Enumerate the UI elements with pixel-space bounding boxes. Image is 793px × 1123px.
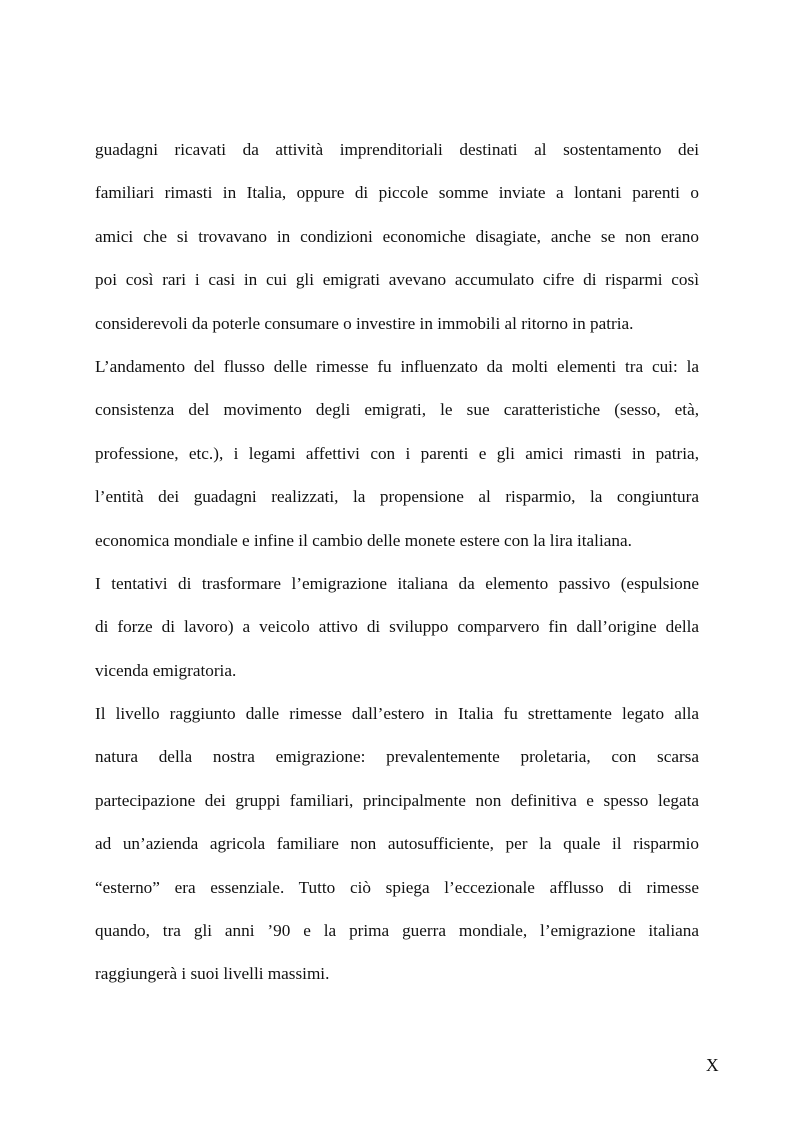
text-line: quando, tra gli anni ’90 e la prima guerra mondiale, l’emigrazione italiana bbox=[95, 921, 699, 941]
text-line: guadagni ricavati da attività imprenditoriali destinati al sostentamento dei bbox=[95, 140, 699, 159]
text-line: L’andamento del flusso delle rimesse fu influenzato da molti elementi tra cui: la bbox=[95, 356, 699, 376]
text-line: partecipazione dei gruppi familiari, principalmente non definitiva e spesso legata bbox=[95, 790, 699, 810]
text-line: natura della nostra emigrazione: prevalentemente proletaria, con scarsa bbox=[95, 747, 699, 767]
text-line: ad un’azienda agricola familiare non autosufficiente, per la quale il risparmio bbox=[95, 834, 699, 854]
page-number: X bbox=[706, 1055, 719, 1075]
body-text bbox=[95, 128, 699, 996]
text-line: “esterno” era essenziale. Tutto ciò spiega l’eccezionale afflusso di rimesse bbox=[95, 877, 699, 897]
text-line: Il livello raggiunto dalle rimesse dall’estero in Italia fu strettamente legato alla bbox=[95, 704, 699, 724]
text-line: consistenza del movimento degli emigrati, le sue caratteristiche (sesso, età, bbox=[95, 400, 699, 420]
text-line: di forze di lavoro) a veicolo attivo di sviluppo comparvero fin dall’origine della bbox=[95, 617, 699, 637]
text-line: economica mondiale e infine il cambio delle monete estere con la lira italiana. bbox=[95, 530, 632, 550]
text-line: professione, etc.), i legami affettivi con i parenti e gli amici rimasti in patria, bbox=[95, 443, 699, 463]
text-line: amici che si trovavano in condizioni economiche disagiate, anche se non erano bbox=[95, 226, 699, 246]
text-line: l’entità dei guadagni realizzati, la propensione al risparmio, la congiuntura bbox=[95, 487, 699, 507]
text-line: considerevoli da poterle consumare o investire in immobili al ritorno in patria. bbox=[95, 313, 634, 333]
text-line: vicenda emigratoria. bbox=[95, 660, 237, 680]
text-line: familiari rimasti in Italia, oppure di piccole somme inviate a lontani parenti o bbox=[95, 183, 699, 203]
text-line: raggiungerà i suoi livelli massimi. bbox=[95, 964, 330, 984]
text-line: I tentativi di trasformare l’emigrazione italiana da elemento passivo (espulsione bbox=[95, 573, 699, 593]
text-line: poi così rari i casi in cui gli emigrati avevano accumulato cifre di risparmi così bbox=[95, 270, 699, 290]
